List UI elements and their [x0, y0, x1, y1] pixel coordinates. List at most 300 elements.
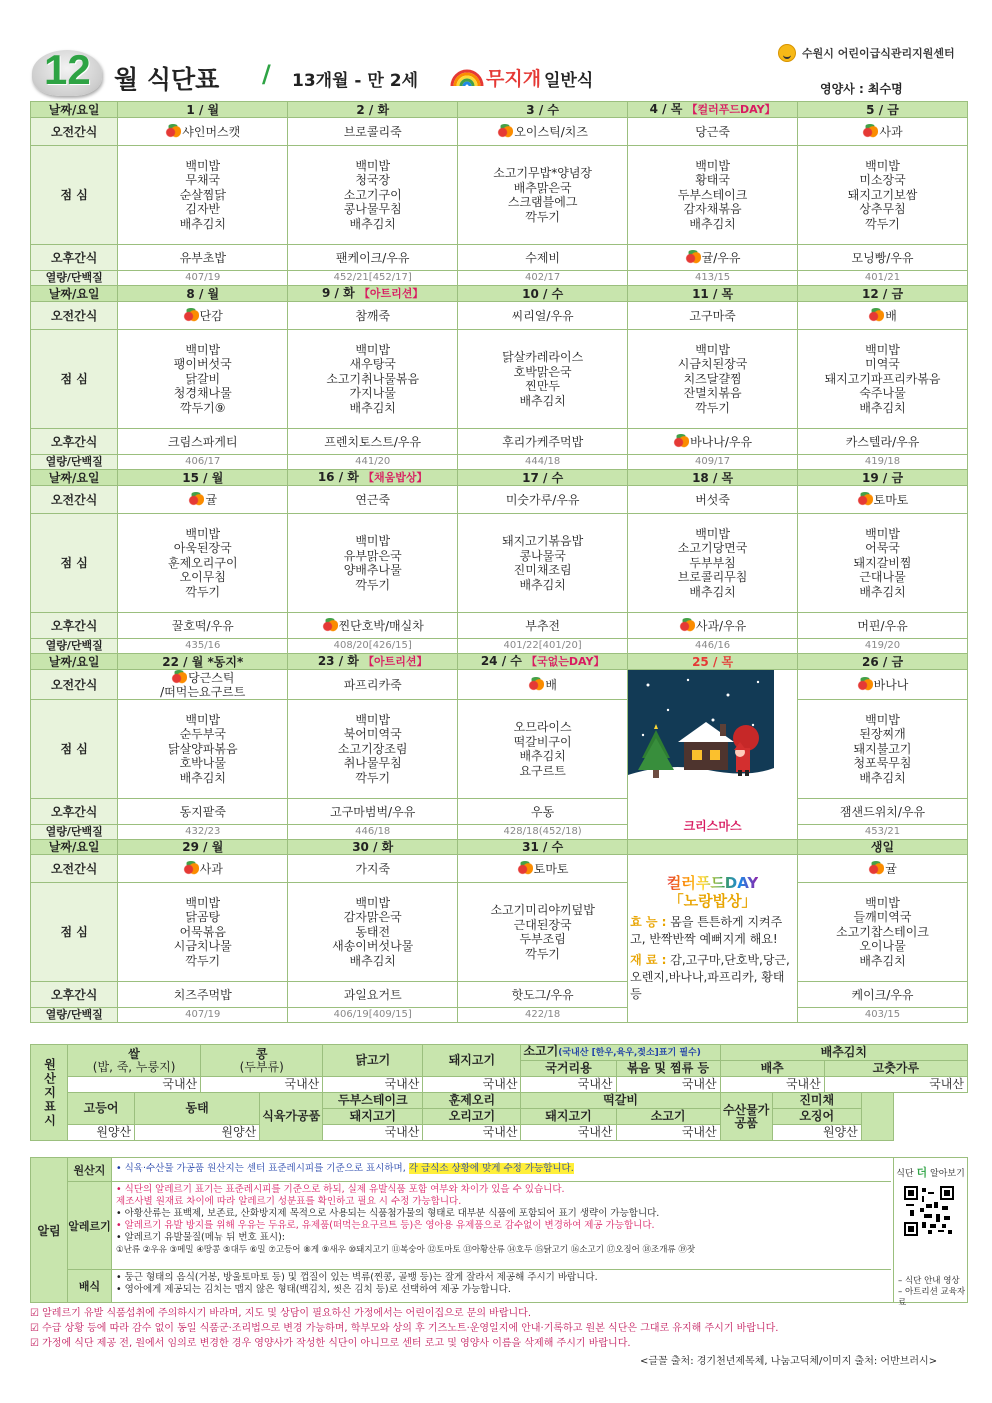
lunch-item: 소고기찹스테이크	[836, 924, 929, 939]
lunch-cell	[458, 883, 628, 982]
lunch-item: 미소장국	[859, 173, 906, 188]
lunch-item: 백미밥	[355, 712, 391, 727]
lunch-item: 깍두기	[355, 577, 391, 592]
lunch-item: 동태전	[355, 924, 391, 939]
pm-snack-row	[31, 245, 968, 271]
lunch-item: 브로콜리무침	[677, 570, 748, 585]
jinmi-squid: 오징어	[772, 1109, 861, 1125]
lunch-item: 백미밥	[695, 526, 730, 541]
am-snack-cell	[458, 302, 628, 330]
am-snack-cell	[798, 670, 968, 700]
lunch-items	[288, 713, 457, 786]
kcal-cell	[798, 825, 968, 840]
lunch-items	[118, 713, 287, 786]
fruit-icon	[517, 861, 533, 875]
am-snack-cell	[288, 670, 458, 700]
pm-snack-cell	[798, 799, 968, 825]
day-title: 11 / 목	[692, 286, 734, 301]
lunch-row	[31, 146, 968, 245]
pm-snack-text: 머핀/우유	[857, 618, 908, 633]
kcal-text: 419/20	[864, 640, 901, 651]
origin-chicken: 닭고기	[323, 1045, 423, 1077]
lunch-item: 청포묵무침	[853, 756, 912, 771]
day-header	[628, 840, 798, 855]
pm-snack-label: 오후간식	[31, 982, 118, 1008]
pm-snack-text: 바나나/우유	[690, 435, 753, 449]
qr-title-c: 알아보기	[930, 1169, 965, 1179]
pm-snack-cell	[798, 982, 968, 1008]
day-tag: 【채움밥상】	[363, 471, 428, 484]
day-title: 30 / 화	[352, 840, 394, 854]
lunch-item: 백미밥	[865, 895, 900, 910]
lunch-item: 황태국	[695, 173, 730, 188]
kcal-cell	[118, 455, 288, 470]
bean-sub: (두부류)	[239, 1059, 284, 1074]
lunch-item: 배추김치	[349, 216, 396, 231]
fruit-icon	[528, 677, 544, 691]
kcal-text: 401/22[401/20]	[503, 640, 582, 651]
fruit-icon	[183, 308, 199, 322]
lunch-items	[628, 159, 797, 232]
lunch-cell	[458, 700, 628, 799]
origin-bean	[201, 1045, 323, 1077]
lunch-item: 소고기미리야끼덮밥	[490, 903, 595, 917]
rainbow-icon	[450, 68, 484, 86]
ingredient-key: 재 료 :	[630, 953, 667, 967]
pm-snack-cell	[288, 799, 458, 825]
allergy-line-6: ①난류 ②우유 ③메밀 ④땅콩 ⑤대두 ⑥밀 ⑦고등어 ⑧게 ⑨새우 ⑩돼지고기 ⑪복숭아 ⑫토마토 ⑬아황산류 ⑭호두 ⑮닭고기 ⑯소고기 ⑰오징어 ⑱조개류 ⑲잣	[116, 1245, 696, 1255]
lunch-item: 상추무침	[859, 202, 906, 217]
am-snack-row	[31, 670, 968, 700]
lunch-item: 배추김치	[179, 216, 226, 231]
lunch-item: 백미밥	[185, 342, 221, 357]
lunch-item: 양배추나물	[343, 563, 402, 577]
lunch-item: 된장찌개	[859, 727, 906, 742]
smile-logo-icon	[778, 44, 796, 62]
pm-snack-cell	[458, 245, 628, 271]
day-header	[288, 840, 458, 855]
kcal-cell	[628, 271, 798, 286]
lunch-item: 깍두기	[185, 584, 221, 599]
pm-snack-cell	[458, 982, 628, 1008]
lunch-item: 돼지고기파프리카볶음	[824, 371, 941, 386]
origin-note: • 식육·수산물 가공품 원산지는 센터 표준레시피를 기준으로 표시하며,	[116, 1163, 406, 1174]
pm-snack-text: 수제비	[525, 250, 561, 265]
pm-snack-text: 프렌치토스트/우유	[324, 434, 422, 449]
lunch-label: 점 심	[31, 700, 118, 799]
lunch-item: 두부스테이크	[677, 187, 748, 202]
date-row	[31, 654, 968, 670]
pm-snack-cell	[798, 245, 968, 271]
nutritionist: 영양사 : 최수명	[820, 82, 903, 96]
pm-snack-row	[31, 799, 968, 825]
kcal-label: 열량/단백질	[31, 825, 118, 840]
lunch-item: 배추김치	[689, 584, 736, 599]
rice-sub: (밥, 죽, 누룽지)	[92, 1059, 176, 1074]
lunch-cell	[288, 146, 458, 245]
lunch-item: 오므라이스	[513, 720, 572, 734]
day-title: 3 / 수	[526, 102, 559, 117]
date-row	[31, 840, 968, 855]
lunch-items	[288, 896, 457, 969]
day-header	[798, 470, 968, 486]
duck-origin: 국내산	[423, 1125, 521, 1141]
am-snack-text: 샤인머스캣	[182, 125, 241, 139]
kcal-cell	[458, 455, 628, 470]
kcal-text: 413/15	[694, 272, 731, 283]
beef-note: (국내산 [한우,육우,젖소]표기 필수)	[558, 1048, 701, 1058]
kcal-text: 408/20[426/15]	[333, 640, 412, 651]
lunch-items	[288, 343, 457, 416]
tofu-steak-pork: 돼지고기	[323, 1109, 423, 1125]
am-snack-row	[31, 118, 968, 146]
am-snack-text: 씨리얼/우유	[511, 308, 574, 323]
fruit-icon	[868, 861, 884, 875]
pm-snack-cell	[798, 429, 968, 455]
lunch-cell	[798, 146, 968, 245]
date-label: 날짜/요일	[31, 654, 118, 670]
kcal-cell	[798, 271, 968, 286]
notice-origin-text	[111, 1158, 891, 1182]
pm-snack-cell	[458, 799, 628, 825]
origin-kimchi: 배추김치	[720, 1045, 967, 1061]
day-title: 2 / 화	[356, 102, 390, 117]
lunch-item: 두부부침	[689, 555, 736, 570]
center-logo	[778, 44, 968, 64]
lunch-item: 닭살카레라이스	[502, 350, 584, 364]
pork-origin: 국내산	[423, 1077, 521, 1093]
lunch-items	[798, 896, 967, 969]
tofu-steak-label: 두부스테이크	[323, 1093, 423, 1109]
pm-snack-label: 오후간식	[31, 429, 118, 455]
origin-table	[30, 1044, 968, 1141]
qr-code-icon[interactable]	[904, 1186, 954, 1236]
chicken-origin: 국내산	[323, 1077, 423, 1093]
lunch-item: 시금치나물	[173, 939, 232, 954]
pm-snack-text: 후리가케주먹밥	[502, 434, 584, 449]
lunch-item: 배추김치	[519, 393, 566, 408]
lunch-cell	[458, 330, 628, 429]
lunch-item: 돼지고기보쌈	[847, 187, 918, 202]
lunch-items	[118, 343, 287, 416]
am-snack-text: 연근죽	[355, 492, 391, 507]
lunch-cell	[628, 514, 798, 613]
day-title: 4 / 목	[649, 102, 683, 116]
day-title: 9 / 화	[322, 286, 355, 300]
beef-soup-origin: 국내산	[521, 1077, 616, 1093]
page-title: 월 식단표	[114, 65, 220, 94]
kcal-cell	[288, 825, 458, 840]
am-snack-text: 고구마죽	[689, 308, 736, 323]
lunch-item: 백미밥	[695, 342, 730, 357]
header	[30, 48, 970, 106]
lunch-items	[288, 159, 457, 232]
day-title: 31 / 수	[522, 840, 564, 854]
lunch-item: 시금치된장국	[677, 357, 748, 372]
kcal-cell	[288, 455, 458, 470]
kcal-label: 열량/단백질	[31, 639, 118, 654]
day-header	[798, 654, 968, 670]
lunch-item: 팽이버섯국	[173, 357, 232, 372]
lunch-item: 소고기무밥*양념장	[493, 166, 593, 180]
lunch-item: 배추김치	[859, 953, 906, 968]
effect-text: 몸을 튼튼하게 지켜주고, 반짝반짝 예뻐지게 해요!	[630, 915, 783, 946]
bean-origin: 국내산	[201, 1077, 323, 1093]
day-header	[798, 840, 968, 855]
lunch-item: 돼지불고기	[853, 741, 912, 756]
lunch-cell	[118, 883, 288, 982]
date-row	[31, 286, 968, 302]
notice-box	[30, 1157, 968, 1308]
beef-stir-origin: 국내산	[616, 1077, 720, 1093]
pm-snack-cell	[458, 613, 628, 639]
am-snack-row	[31, 486, 968, 514]
kcal-text: 419/18	[864, 456, 901, 467]
am-snack-cell	[458, 855, 628, 883]
lunch-item: 깍두기	[525, 209, 561, 224]
kcal-text: 453/21	[864, 826, 901, 837]
serve-line-2: • 영아에게 제공되는 김치는 맵지 않은 형태(백김치, 씻은 김치 등)로 선택하여 제공 가능합니다.	[116, 1284, 511, 1295]
lunch-item: 배추김치	[859, 400, 906, 415]
kcal-cell	[118, 271, 288, 286]
colorfood-title	[628, 876, 797, 890]
lunch-item: 백미밥	[695, 158, 730, 173]
lunch-row	[31, 700, 968, 799]
kcal-cell	[458, 639, 628, 654]
day-header	[458, 654, 628, 670]
date-label: 날짜/요일	[31, 286, 118, 302]
lunch-item: 두부조림	[519, 932, 566, 946]
cabbage-origin: 국내산	[720, 1077, 824, 1093]
ingredient-text: 감,고구마,단호박,당근,오렌지,바나나,파프리카, 황태 등	[630, 953, 790, 1001]
colorfood-ingredients	[630, 952, 793, 1003]
kcal-row	[31, 271, 968, 286]
am-snack-cell	[798, 118, 968, 146]
pm-snack-label: 오후간식	[31, 799, 118, 825]
lunch-item: 훈제오리구이	[167, 555, 238, 570]
qr-title-b: 더	[916, 1166, 928, 1179]
pm-snack-row	[31, 613, 968, 639]
am-snack-cell	[118, 670, 288, 700]
am-snack-cell	[118, 118, 288, 146]
lunch-items	[798, 343, 967, 416]
day-title: 18 / 목	[692, 470, 734, 485]
lunch-item: 배추맑은국	[513, 180, 572, 195]
tofu-steak-origin: 국내산	[323, 1125, 423, 1141]
kcal-text: 406/17	[185, 456, 221, 467]
kcal-label: 열량/단백질	[31, 1008, 118, 1023]
day-header	[798, 286, 968, 302]
pm-snack-text: 고구마범벅/우유	[330, 804, 416, 819]
lunch-item: 깍두기	[525, 946, 561, 961]
day-title: 26 / 금	[862, 654, 904, 669]
tteokgalbi-pork: 돼지고기	[521, 1109, 616, 1125]
lunch-item: 미역국	[865, 357, 900, 372]
origin-empty	[861, 1093, 893, 1141]
lunch-cell	[458, 514, 628, 613]
kimchi-chili: 고춧가루	[824, 1061, 967, 1077]
lunch-item: 청국장	[355, 173, 391, 188]
credit: <글꼴 출처: 경기천년제목체, 나눔고딕체/이미지 출처: 어반브러시>	[640, 1356, 938, 1367]
title-slash: /	[262, 60, 271, 88]
lunch-item: 배추김치	[519, 577, 566, 592]
proc-label: 식육가공품	[260, 1093, 323, 1141]
lunch-item: 가지나물	[349, 386, 396, 401]
pm-snack-cell	[118, 982, 288, 1008]
tteok-pork-origin: 국내산	[521, 1125, 616, 1141]
lunch-items	[288, 534, 457, 592]
qr-notes	[898, 1276, 967, 1309]
allergy-line-4: • 알레르기 유발 방지를 위해 우유는 두유로, 유제품(떠먹는요구르트 등)은 영아용 유제품으로 감수없이 변경하여 제공 가능합니다.	[116, 1220, 655, 1231]
lunch-item: 돼지고기볶음밥	[502, 534, 584, 548]
age-range: 13개월 - 만 2세	[292, 71, 418, 91]
lunch-item: 백미밥	[185, 895, 221, 910]
lunch-item: 근대나물	[859, 570, 906, 585]
am-snack-text: 당근스틱	[188, 671, 235, 685]
christmas-illustration-icon	[628, 670, 774, 808]
am-snack-text: 배	[885, 309, 897, 323]
pm-snack-text: 팬케이크/우유	[335, 250, 410, 265]
lunch-item: 백미밥	[865, 342, 900, 357]
pm-snack-cell	[628, 245, 798, 271]
day-header	[628, 102, 798, 118]
lunch-item: 새우탕국	[349, 357, 396, 372]
lunch-item: 감자맑은국	[343, 910, 402, 925]
lunch-item: 감자채볶음	[683, 202, 742, 217]
pm-snack-row	[31, 429, 968, 455]
lunch-cell	[288, 883, 458, 982]
am-snack-cell	[798, 486, 968, 514]
christmas-cell	[628, 670, 798, 840]
kcal-cell	[288, 639, 458, 654]
am-snack-cell	[628, 302, 798, 330]
lunch-item: 잔멸치볶음	[683, 386, 742, 401]
am-snack-text: 참깨죽	[355, 308, 391, 323]
day-title: 8 / 월	[186, 286, 220, 301]
day-header	[288, 286, 458, 302]
lunch-item: 닭살양파볶음	[167, 741, 238, 756]
rice-origin: 국내산	[68, 1077, 201, 1093]
kcal-cell	[628, 455, 798, 470]
day-header	[118, 840, 288, 855]
footer-line-2: ☑ 수급 상황 등에 따라 감수 없이 동일 식품군·조리법으로 변경 가능하며, 학부모와 상의 후 기즈노트·운영일지에 안내·기록하고 원본 식단은 그대로 유지해 주시기 바랍니다.	[30, 1323, 779, 1334]
am-snack-text: 귤	[885, 862, 897, 876]
lunch-item: 백미밥	[355, 158, 391, 173]
kcal-row	[31, 1008, 968, 1023]
footer-notes	[30, 1306, 968, 1351]
lunch-item: 요구르트	[519, 763, 566, 778]
kcal-row	[31, 639, 968, 654]
rainbow-label: 무지개	[486, 68, 542, 90]
day-title: 29 / 월	[182, 840, 224, 854]
am-snack-cell	[798, 302, 968, 330]
fruit-icon	[857, 492, 873, 506]
kcal-cell	[288, 271, 458, 286]
lunch-label: 점 심	[31, 146, 118, 245]
pm-snack-text: 찐단호박/매실차	[338, 619, 424, 633]
effect-key: 효 능 :	[630, 915, 667, 929]
day-header	[798, 102, 968, 118]
lunch-items	[458, 166, 627, 224]
fruit-icon	[679, 618, 695, 632]
day-title: 23 / 화	[317, 654, 359, 668]
lunch-item: 닭갈비	[185, 371, 221, 386]
lunch-item: 깍두기⑨	[179, 400, 226, 415]
kcal-text: 435/16	[185, 640, 221, 651]
lunch-item: 배추김치	[349, 953, 396, 968]
lunch-items	[798, 527, 967, 600]
fruit-icon	[165, 124, 181, 138]
lunch-item: 새송이버섯나물	[332, 939, 414, 954]
pm-snack-text: 동지팥죽	[179, 804, 226, 819]
day-header	[118, 654, 288, 670]
kcal-text: 403/15	[864, 1009, 901, 1020]
lunch-cell	[118, 146, 288, 245]
lunch-cell	[118, 330, 288, 429]
am-snack-cell	[798, 855, 968, 883]
day-title: 17 / 수	[522, 470, 564, 485]
lunch-item: 배추김치	[689, 216, 736, 231]
pm-snack-text: 사과/우유	[695, 619, 747, 633]
pm-snack-cell	[118, 429, 288, 455]
jinmi-label: 진미채	[772, 1093, 861, 1109]
lunch-item: 백미밥	[865, 158, 900, 173]
pollock-origin: 원양산	[135, 1125, 260, 1141]
beef-soup: 국거리용	[521, 1061, 616, 1077]
pm-snack-text: 카스텔라/우유	[845, 434, 920, 449]
lunch-item: 숙주나물	[859, 386, 906, 401]
lunch-row	[31, 883, 968, 982]
notice-origin-label: 원산지	[67, 1158, 111, 1182]
pm-snack-label: 오후간식	[31, 245, 118, 271]
day-header	[288, 470, 458, 486]
colorfood-cell	[628, 855, 798, 1023]
qr-note-video: – 식단 안내 영상	[898, 1276, 960, 1286]
lunch-items	[798, 713, 967, 786]
lunch-item: 백미밥	[355, 534, 391, 548]
tteokgalbi-label: 떡갈비	[521, 1093, 720, 1109]
lunch-item: 북어미역국	[343, 727, 402, 742]
lunch-item: 배추김치	[859, 770, 906, 785]
pm-snack-cell	[458, 429, 628, 455]
lunch-item: 어묵국	[865, 541, 900, 556]
qr-note-edu: – 아트리션 교육자료	[898, 1287, 966, 1308]
lunch-row	[31, 330, 968, 429]
day-header	[458, 840, 628, 855]
day-title: 19 / 금	[862, 470, 904, 485]
colorfood-title-text: 컬러푸드DAY	[666, 874, 759, 892]
kcal-cell	[798, 1008, 968, 1023]
lunch-item: 배추김치	[519, 749, 566, 763]
lunch-row	[31, 514, 968, 613]
smoked-duck-label: 훈제오리	[423, 1093, 521, 1109]
am-snack-label: 오전간식	[31, 118, 118, 146]
am-snack-cell	[118, 302, 288, 330]
tteok-beef-origin: 국내산	[616, 1125, 720, 1141]
kcal-cell	[118, 1008, 288, 1023]
lunch-cell	[628, 146, 798, 245]
lunch-label: 점 심	[31, 330, 118, 429]
lunch-item: 소고기취나물볶음	[326, 371, 420, 386]
day-title: 22 / 월 *동지*	[162, 654, 244, 669]
origin-beef	[521, 1045, 720, 1061]
pm-snack-text: 유부초밥	[179, 250, 226, 265]
fruit-icon	[188, 492, 204, 506]
day-title: 15 / 월	[182, 470, 224, 485]
fruit-icon	[673, 434, 689, 448]
notice-serve-text	[111, 1270, 891, 1302]
pm-snack-text: 치즈주먹밥	[173, 987, 232, 1002]
